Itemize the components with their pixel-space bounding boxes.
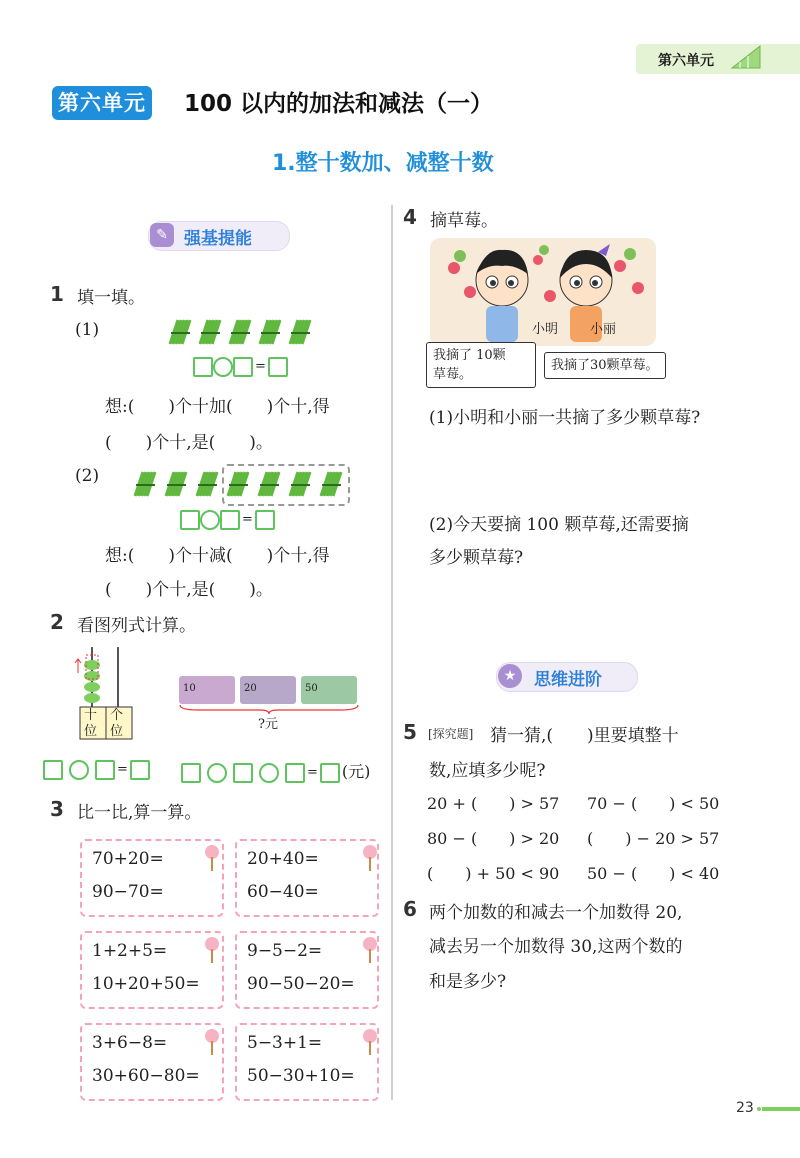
q1-part2-think: 想:( )个十减( )个十,得 — [105, 546, 330, 566]
answer-box[interactable] — [233, 763, 253, 783]
tree-icon — [360, 843, 380, 873]
unit-title: 100 以内的加法和减法（一） — [184, 91, 494, 117]
section-advanced-label: 思维进阶 — [534, 670, 602, 690]
q6-line1: 两个加数的和减去一个加数得 20, — [429, 903, 683, 923]
q5-line2: 数,应填多少呢? — [429, 761, 546, 781]
calc-card — [235, 839, 379, 917]
page-number: 23 — [736, 1100, 754, 1116]
stick-bundle-icon — [197, 472, 217, 496]
q1-part2-formula — [180, 509, 275, 530]
stick-bundle-icon — [290, 320, 310, 344]
calc-line: 20+40= — [247, 849, 319, 869]
q1-part2-label: (2) — [75, 466, 100, 486]
q2-number: 2 — [50, 610, 64, 634]
operator-circle[interactable] — [213, 357, 233, 377]
pencil-icon: ✎ — [150, 223, 174, 247]
q6-line3: 和是多少? — [429, 972, 507, 992]
q6-number: 6 — [403, 897, 417, 921]
stick-bundles-5 — [168, 318, 328, 348]
abacus-tens-label: 十 位 — [84, 708, 98, 739]
operator-circle[interactable] — [259, 763, 279, 783]
stick-bundles-7 — [133, 470, 348, 500]
answer-box[interactable] — [233, 357, 253, 377]
q2-formula-abacus — [43, 759, 150, 780]
answer-box[interactable] — [95, 760, 115, 780]
page-bar — [762, 1107, 800, 1111]
calc-line: 10+20+50= — [92, 974, 200, 994]
medal-icon: ★ — [498, 664, 522, 688]
stick-bundle-icon — [230, 320, 250, 344]
q4-sub2-line1: (2)今天要摘 100 颗草莓,还需要摘 — [429, 515, 689, 535]
stick-bundle-icon — [321, 472, 341, 496]
girl-name: 小丽 — [590, 322, 617, 337]
answer-box[interactable] — [285, 763, 305, 783]
equals-sign: = — [307, 765, 318, 780]
answer-box[interactable] — [130, 760, 150, 780]
abacus-ones-label: 个 位 — [110, 708, 124, 739]
answer-box[interactable] — [255, 510, 275, 530]
q4-prompt: 摘草莓。 — [430, 211, 498, 231]
equals-sign: = — [117, 762, 128, 777]
calc-line: 70+20= — [92, 849, 164, 869]
q5-ineq: ( ) − 20 > 57 — [587, 829, 720, 848]
answer-box[interactable] — [220, 510, 240, 530]
answer-box[interactable] — [193, 357, 213, 377]
stick-bundle-icon — [170, 320, 190, 344]
calc-line: 90−70= — [92, 882, 164, 902]
banknote-value: 50 — [305, 683, 318, 694]
q1-number: 1 — [50, 282, 64, 306]
q5-ineq: 70 − ( ) < 50 — [587, 794, 720, 813]
q4-sub2-line2: 多少颗草莓? — [429, 548, 524, 568]
calc-line: 1+2+5= — [92, 941, 168, 961]
q6-line2: 减去另一个加数得 30,这两个数的 — [429, 937, 683, 957]
calc-line: 90−50−20= — [247, 974, 355, 994]
ruler-triangle-icon — [730, 44, 762, 70]
tree-icon — [202, 1027, 222, 1057]
answer-box[interactable] — [43, 760, 63, 780]
girl-speech-bubble: 我摘了30颗草莓。 — [544, 352, 666, 379]
banknote-value: 20 — [244, 683, 257, 694]
q1-part1-think: 想:( )个十加( )个十,得 — [105, 397, 330, 417]
calc-card — [235, 931, 379, 1009]
calc-line: 50−30+10= — [247, 1066, 355, 1086]
q5-tag: [探究题] — [428, 727, 474, 741]
equals-sign: = — [255, 359, 266, 374]
stick-bundle-icon — [135, 472, 155, 496]
answer-box[interactable] — [320, 763, 340, 783]
operator-circle[interactable] — [69, 760, 89, 780]
q5-ineq: 20 + ( ) > 57 — [427, 794, 560, 813]
calc-line: 30+60−80= — [92, 1066, 200, 1086]
boy-speech-bubble: 我摘了 10颗 草莓。 — [426, 342, 536, 388]
unit-header-label: 第六单元 — [658, 53, 714, 69]
banknote — [301, 676, 357, 704]
q3-prompt: 比一比,算一算。 — [77, 803, 202, 823]
equals-sign: = — [242, 512, 253, 527]
q2-prompt: 看图列式计算。 — [77, 616, 196, 636]
tree-icon — [202, 843, 222, 873]
q1-part2-result: ( )个十,是( )。 — [105, 580, 273, 600]
calc-line: 5−3+1= — [247, 1033, 323, 1053]
q1-part1-formula — [193, 356, 288, 377]
operator-circle[interactable] — [207, 763, 227, 783]
calc-card — [235, 1023, 379, 1101]
abacus-image — [72, 643, 142, 741]
q2-formula-money — [181, 759, 370, 783]
answer-box[interactable] — [180, 510, 200, 530]
banknote-value: 10 — [183, 683, 196, 694]
q1-part1-label: (1) — [75, 320, 100, 340]
tree-icon — [360, 1027, 380, 1057]
answer-box[interactable] — [268, 357, 288, 377]
section-basic-label: 强基提能 — [184, 229, 252, 249]
q5-line1: 猜一猜,( )里要填整十 — [490, 726, 679, 746]
calc-line: 60−40= — [247, 882, 319, 902]
column-divider — [391, 205, 393, 1100]
stick-bundle-icon — [260, 320, 280, 344]
stick-bundle-icon — [290, 472, 310, 496]
unit-badge: 第六单元 — [52, 86, 152, 120]
stick-bundle-icon — [228, 472, 248, 496]
page-dot — [757, 1107, 761, 1111]
stick-bundle-icon — [200, 320, 220, 344]
unit-label: (元) — [341, 762, 371, 781]
stick-bundle-icon — [259, 472, 279, 496]
tree-icon — [202, 935, 222, 965]
stick-bundle-icon — [166, 472, 186, 496]
operator-circle[interactable] — [200, 510, 220, 530]
calc-line: 9−5−2= — [247, 941, 323, 961]
money-question: ?元 — [258, 717, 278, 732]
boy-name: 小明 — [532, 322, 559, 337]
lesson-title: 1.整十数加、减整十数 — [272, 151, 494, 176]
banknote — [240, 676, 296, 704]
q5-ineq: 50 − ( ) < 40 — [587, 864, 720, 883]
calc-line: 3+6−8= — [92, 1033, 168, 1053]
banknote — [179, 676, 235, 704]
q5-number: 5 — [403, 720, 417, 744]
q4-number: 4 — [403, 205, 417, 229]
answer-box[interactable] — [181, 763, 201, 783]
q5-ineq: ( ) + 50 < 90 — [427, 864, 560, 883]
q1-prompt: 填一填。 — [77, 288, 145, 308]
q3-number: 3 — [50, 797, 64, 821]
q5-ineq: 80 − ( ) > 20 — [427, 829, 560, 848]
q4-sub1: (1)小明和小丽一共摘了多少颗草莓? — [429, 408, 701, 428]
tree-icon — [360, 935, 380, 965]
q1-part1-result: ( )个十,是( )。 — [105, 433, 273, 453]
